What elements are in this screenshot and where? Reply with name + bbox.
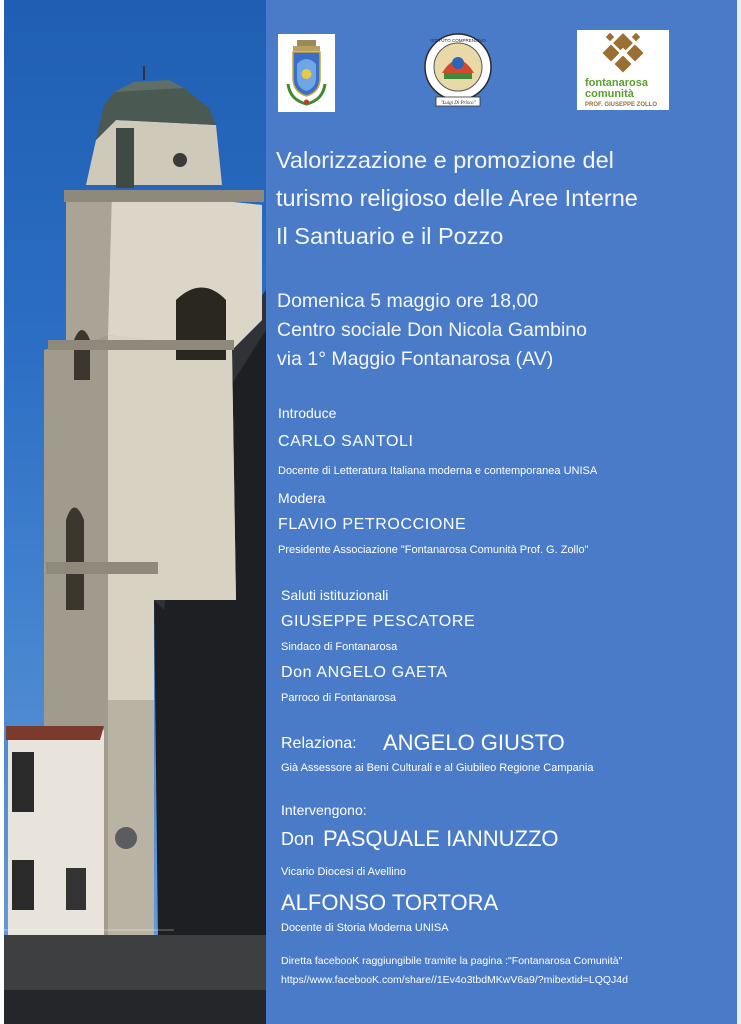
intervento-2-desc: Docente di Storia Moderna UNISA [281, 922, 449, 934]
relaziona-desc: Già Assessore ai Beni Culturali e al Giubileo Regione Campania [281, 762, 594, 774]
introduce-desc: Docente di Letteratura Italiana moderna e contemporanea UNISA [278, 465, 598, 477]
bell-tower-photo [4, 0, 266, 1024]
panel-edge [737, 0, 741, 1024]
association-logo-graphic [577, 30, 669, 110]
association-logo [577, 30, 669, 110]
facebook-url: https//www.facebooK.com/share//1Ev4o3tbdMKwV6a9/?mibextid=LQQJ4d [281, 974, 628, 986]
event-date: Domenica 5 maggio ore 18,00 [277, 290, 539, 312]
bell-tower-illustration [4, 0, 266, 1024]
intervengono-label: Intervengono: [281, 802, 367, 818]
saluti-name-1: GIUSEPPE PESCATORE [281, 613, 476, 630]
school-seal-logo [422, 33, 494, 111]
intervento-1-desc: Vicario Diocesi di Avellino [281, 866, 406, 878]
event-place: Centro sociale Don Nicola Gambino [277, 319, 587, 341]
facebook-live-note: Diretta facebooK raggiungibile tramite la pagina :"Fontanarosa Comunità" [281, 955, 623, 967]
seal-text-top: ISTITUTO COMPRENSIVO [430, 38, 486, 43]
association-name-3: PROF. GIUSEPPE ZOLLO [585, 102, 658, 108]
saluti-desc-1: Sindaco di Fontanarosa [281, 641, 398, 653]
seal-icon [422, 33, 494, 111]
title-line-3: Il Santuario e il Pozzo [276, 223, 504, 249]
title-line-2: turismo religioso delle Aree Interne [276, 185, 638, 211]
event-address: via 1° Maggio Fontanarosa (AV) [277, 348, 554, 370]
modera-label: Modera [278, 490, 326, 506]
relaziona-label: Relaziona: [281, 735, 357, 752]
crest-icon [278, 34, 335, 112]
saluti-name-2: Don ANGELO GAETA [281, 664, 448, 681]
saluti-desc-2: Parroco di Fontanarosa [281, 692, 396, 704]
intervento-2-name: ALFONSO TORTORA [281, 890, 499, 915]
relaziona-name: ANGELO GIUSTO [383, 730, 565, 755]
association-name-2: comunità [585, 88, 634, 100]
introduce-label: Introduce [278, 405, 337, 421]
title-line-1: Valorizzazione e promozione del [276, 147, 614, 173]
introduce-name: CARLO SANTOLI [278, 433, 414, 450]
intervento-1-prefix: Don [281, 829, 315, 849]
intervento-1-name: PASQUALE IANNUZZO [323, 826, 559, 851]
saluti-label: Saluti istituzionali [281, 587, 389, 603]
association-name-1: fontanarosa [585, 77, 648, 89]
modera-desc: Presidente Associazione "Fontanarosa Comunità Prof. G. Zollo" [278, 544, 589, 556]
seal-text-bottom: "Luigi Di Prisco" [440, 101, 476, 106]
modera-name: FLAVIO PETROCCIONE [278, 516, 467, 533]
municipality-crest-logo [278, 34, 335, 112]
